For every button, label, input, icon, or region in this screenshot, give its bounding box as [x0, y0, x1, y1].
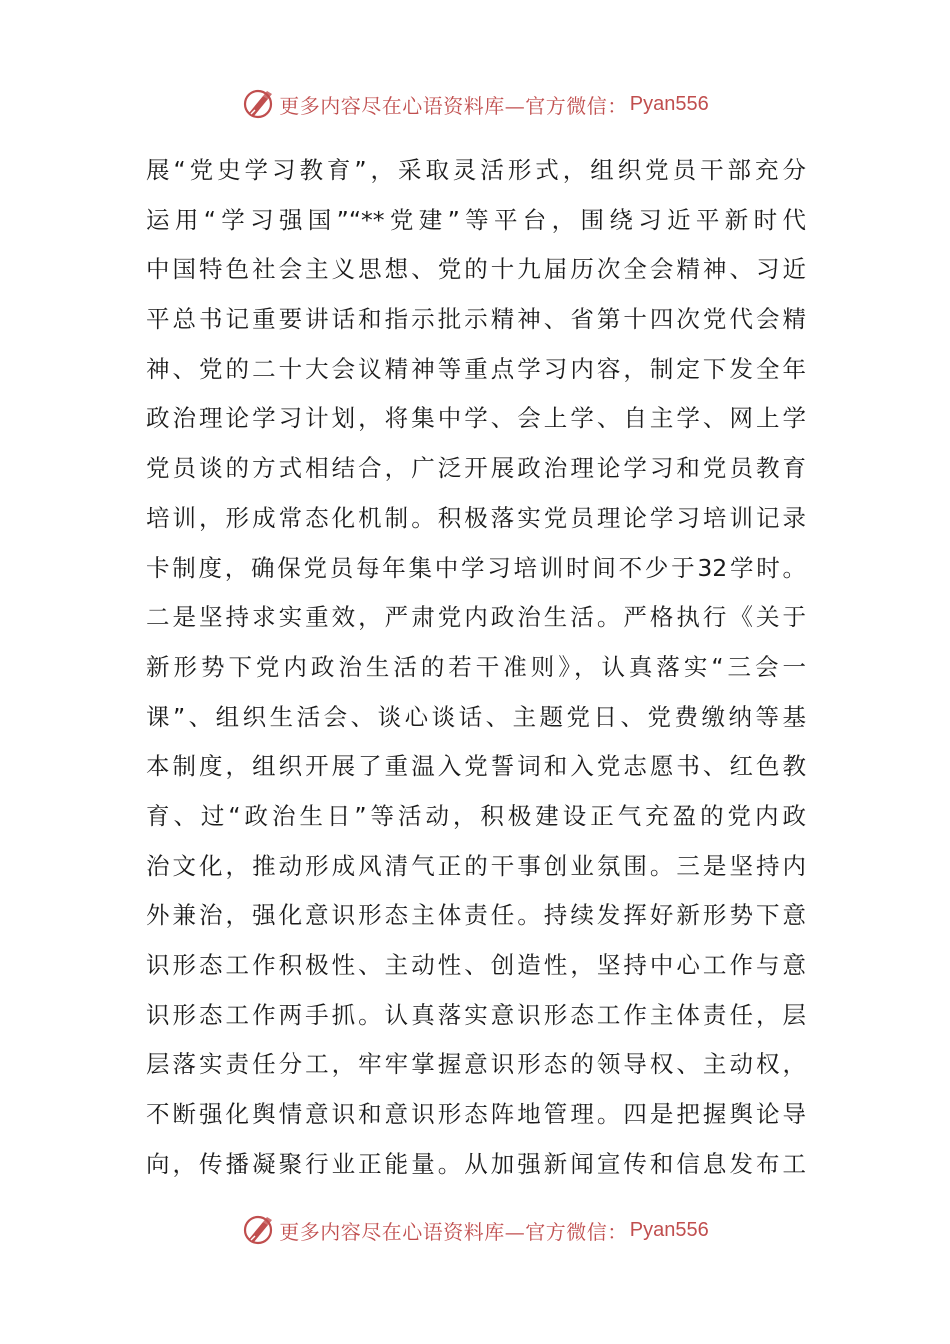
paragraph-line: 二是坚持求实重效，严肃党内政治生活。严格执行《关于 [146, 603, 806, 632]
paragraph-line: 政治理论学习计划，将集中学、会上学、自主学、网上学 [146, 404, 806, 433]
paragraph-line: 本制度，组织开展了重温入党誓词和入党志愿书、红色教 [146, 752, 806, 781]
document-body [146, 146, 806, 1189]
paragraph-line: 层落实责任分工，牢牢掌握意识形态的领导权、主动权， [146, 1050, 806, 1079]
paragraph-line: 培训，形成常态化机制。积极落实党员理论学习培训记录 [146, 503, 806, 532]
paragraph-line: 识形态工作积极性、主动性、创造性，坚持中心工作与意 [146, 951, 806, 979]
wechat-id: Pyan556 [629, 1218, 709, 1241]
paragraph-line: 向，传播凝聚行业正能量。从加强新闻宣传和信息发布工 [146, 1149, 806, 1178]
paragraph-line: 治文化，推动形成风清气正的干事创业氛围。三是坚持内 [146, 851, 806, 880]
footer-banner [0, 1210, 950, 1250]
paragraph-line: 外兼治，强化意识形态主体责任。持续发挥好新形势下意 [146, 901, 806, 930]
wechat-id: Pyan556 [629, 92, 709, 115]
paragraph-line: 党员谈的方式相结合，广泛开展政治理论学习和党员教育 [146, 454, 806, 483]
paragraph-line: 中国特色社会主义思想、党的十九届历次全会精神、习近 [146, 255, 806, 284]
header-banner [0, 84, 950, 124]
paragraph-line: 神、党的二十大会议精神等重点学习内容，制定下发全年 [146, 354, 806, 383]
paragraph-line: 展“党史学习教育”，采取灵活形式，组织党员干部充分 [146, 156, 806, 184]
pen-nib-logo-icon [241, 86, 277, 122]
paragraph-line: 平总书记重要讲话和指示批示精神、省第十四次党代会精 [146, 305, 806, 334]
paragraph-line: 育、过“政治生日”等活动，积极建设正气充盈的党内政 [146, 801, 806, 830]
banner-text: 更多内容尽在心语资料库—官方微信： [279, 1219, 628, 1244]
paragraph-line: 不断强化舆情意识和意识形态阵地管理。四是把握舆论导 [146, 1100, 806, 1129]
paragraph-line: 运用“学习强国”“**党建”等平台，围绕习近平新时代 [146, 205, 806, 234]
paragraph-line: 新形势下党内政治生活的若干准则》，认真落实“三会一 [146, 652, 806, 681]
pen-nib-logo-icon [241, 1212, 277, 1248]
paragraph-line: 识形态工作两手抓。认真落实意识形态工作主体责任，层 [146, 1000, 806, 1029]
banner-text: 更多内容尽在心语资料库—官方微信： [279, 93, 628, 118]
paragraph-line: 卡制度，确保党员每年集中学习培训时间不少于32学时。 [146, 553, 806, 582]
paragraph-line: 课”、组织生活会、谈心谈话、主题党日、党费缴纳等基 [146, 702, 806, 731]
